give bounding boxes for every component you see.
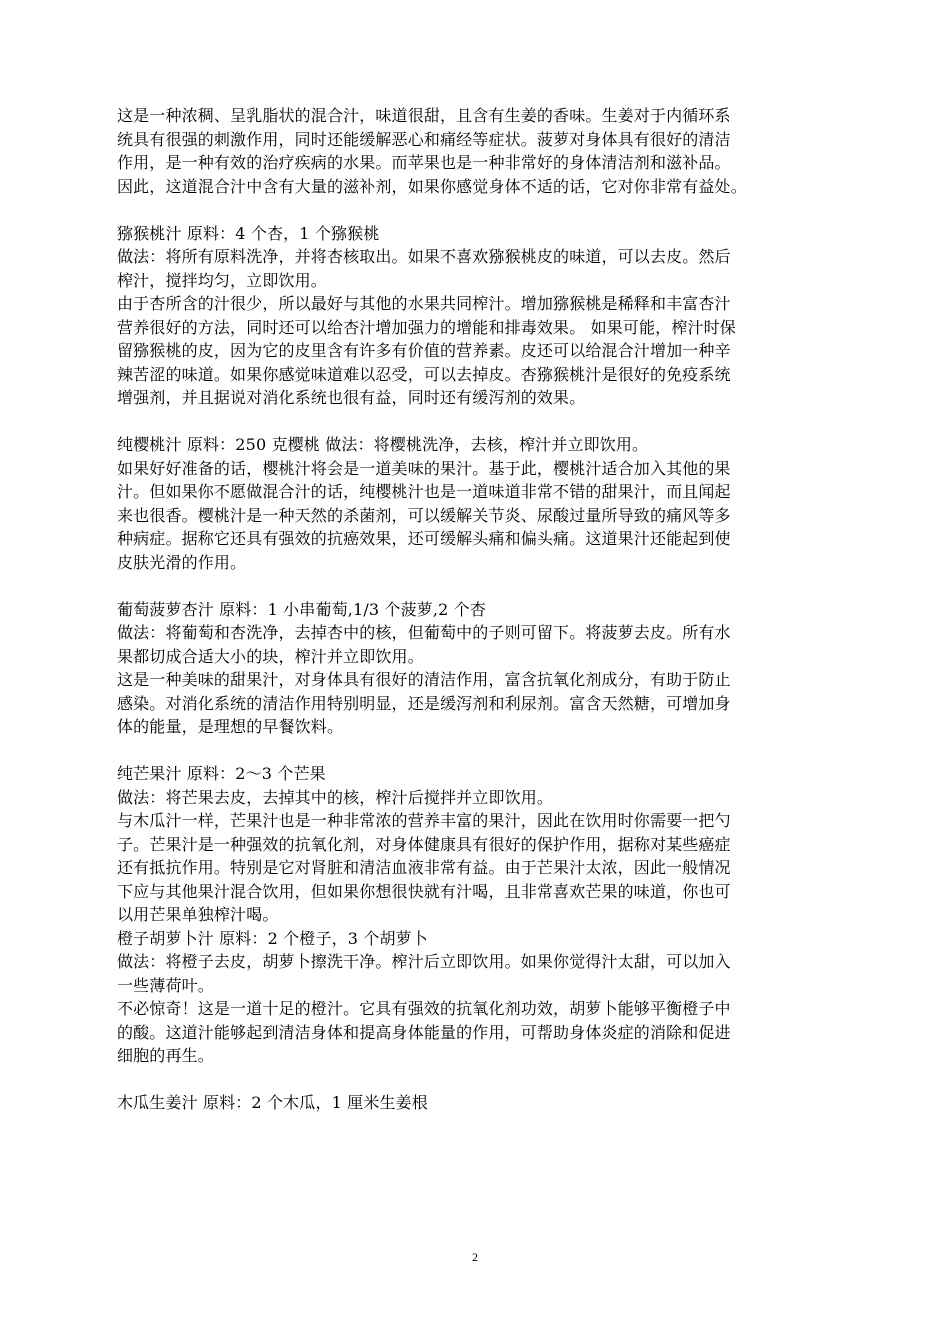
text-line: 由于杏所含的汁很少，所以最好与其他的水果共同榨汁。增加猕猴桃是稀释和丰富杏汁 xyxy=(117,294,731,313)
text-line: 细胞的再生。 xyxy=(117,1046,214,1065)
text-line: 木瓜生姜汁 原料：2 个木瓜，1 厘米生姜根 xyxy=(117,1093,428,1112)
blank-line xyxy=(117,410,842,434)
text-line: 体的能量，是理想的早餐饮料。 xyxy=(117,717,344,736)
text-line: 不必惊奇！这是一道十足的橙汁。它具有强效的抗氧化剂功效，胡萝卜能够平衡橙子中 xyxy=(117,999,731,1018)
text-line: 纯樱桃汁 原料：250 克樱桃 做法：将樱桃洗净，去核，榨汁并立即饮用。 xyxy=(117,435,649,454)
text-line: 皮肤光滑的作用。 xyxy=(117,552,247,572)
text-line: 辣苦涩的味道。如果你感觉味道难以忍受，可以去掉皮。杏猕猴桃汁是很好的免疫系统 xyxy=(117,364,731,384)
text-line: 种病症。据称它还具有强效的抗癌效果，还可缓解头痛和偏头痛。这道果汁还能起到使 xyxy=(117,529,731,548)
text-line: 果都切成合适大小的块，榨汁并立即饮用。 xyxy=(117,646,424,666)
text-line: 营养很好的方法，同时还可以给杏汁增加强力的增能和排毒效果。 如果可能，榨汁时保 xyxy=(117,317,736,337)
text-line: 留猕猴桃的皮，因为它的皮里含有许多有价值的营养素。皮还可以给混合汁增加一种辛 xyxy=(117,341,731,360)
text-line: 做法：将橙子去皮，胡萝卜擦洗干净。榨汁后立即饮用。如果你觉得汁太甜，可以加入 xyxy=(117,952,731,971)
text-line: 纯芒果汁 原料：2～3 个芒果 xyxy=(117,764,326,783)
text-line: 这是一种浓稠、呈乳脂状的混合汁，味道很甜，且含有生姜的香味。生姜对于内循环系 xyxy=(117,106,731,125)
text-line: 做法：将葡萄和杏洗净，去掉杏中的核，但葡萄中的子则可留下。将菠萝去皮。所有水 xyxy=(117,623,731,642)
text-line: 的酸。这道汁能够起到清洁身体和提高身体能量的作用，可帮助身体炎症的消除和促进 xyxy=(117,1022,731,1042)
text-line: 增强剂，并且据说对消化系统也很有益，同时还有缓泻剂的效果。 xyxy=(117,388,586,407)
text-line: 做法：将所有原料洗净，并将杏核取出。如果不喜欢猕猴桃皮的味道，可以去皮。然后 xyxy=(117,247,731,266)
text-line: 猕猴桃汁 原料：4 个杏，1 个猕猴桃 xyxy=(117,223,380,243)
text-line: 子。芒果汁是一种强效的抗氧化剂，对身体健康具有很好的保护作用，据称对某些癌症 xyxy=(117,834,731,854)
text-line: 如果好好准备的话，樱桃汁将会是一道美味的果汁。基于此，樱桃汁适合加入其他的果 xyxy=(117,458,731,478)
blank-line xyxy=(117,198,842,222)
text-line: 这是一种美味的甜果汁，对身体具有很好的清洁作用，富含抗氧化剂成分，有助于防止 xyxy=(117,670,731,689)
page-content xyxy=(117,104,842,1115)
text-line: 汁。但如果你不愿做混合汁的话，纯樱桃汁也是一道味道非常不错的甜果汁，而且闻起 xyxy=(117,482,731,501)
text-line: 橙子胡萝卜汁 原料：2 个橙子，3 个胡萝卜 xyxy=(117,928,428,948)
text-line: 统具有很强的刺激作用，同时还能缓解恶心和痛经等症状。菠萝对身体具有很好的清洁 xyxy=(117,129,731,149)
text-line: 作用，是一种有效的治疗疾病的水果。而苹果也是一种非常好的身体清洁剂和滋补品。 xyxy=(117,153,731,172)
text-line: 与木瓜汁一样，芒果汁也是一种非常浓的营养丰富的果汁，因此在饮用时你需要一把勺 xyxy=(117,811,731,830)
page-number: 2 xyxy=(472,1250,478,1264)
text-line: 做法：将芒果去皮，去掉其中的核，榨汁后搅拌并立即饮用。 xyxy=(117,787,554,807)
text-line: 因此，这道混合汁中含有大量的滋补剂，如果你感觉身体不适的话，它对你非常有益处。 xyxy=(117,176,747,196)
text-line: 下应与其他果汁混合饮用，但如果你想很快就有汁喝，且非常喜欢芒果的味道，你也可 xyxy=(117,881,731,901)
blank-line xyxy=(117,574,842,598)
text-line: 还有抵抗作用。特别是它对肾脏和清洁血液非常有益。由于芒果汁太浓，因此一般情况 xyxy=(117,858,731,877)
text-line: 来也很香。樱桃汁是一种天然的杀菌剂，可以缓解关节炎、尿酸过量所导致的痛风等多 xyxy=(117,505,731,525)
text-line: 感染。对消化系统的清洁作用特别明显，还是缓泻剂和利尿剂。富含天然糖，可增加身 xyxy=(117,693,731,713)
blank-line xyxy=(117,1068,842,1092)
text-line: 一些薄荷叶。 xyxy=(117,975,214,995)
blank-line xyxy=(117,739,842,763)
text-line: 葡萄菠萝杏汁 原料：1 小串葡萄,1/3 个菠萝,2 个杏 xyxy=(117,599,486,619)
text-line: 榨汁，搅拌均匀，立即饮用。 xyxy=(117,270,327,290)
text-line: 以用芒果单独榨汁喝。 xyxy=(117,905,279,924)
